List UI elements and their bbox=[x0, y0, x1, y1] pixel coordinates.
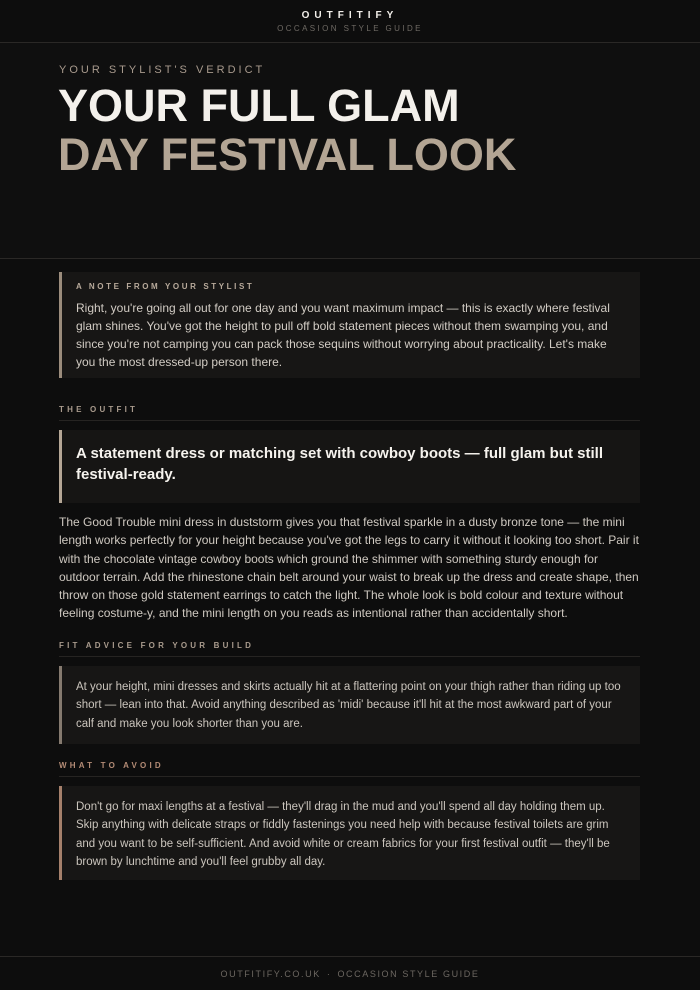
avoid-divider bbox=[59, 776, 640, 777]
brand-subtitle: OCCASION STYLE GUIDE bbox=[277, 24, 423, 33]
fit-advice-text: At your height, mini dresses and skirts actually hit at a flattering point on your thigh rather than riding up too short — lean into that. Avoid anything described as 'midi' because it'll hit at the most awkward part of your calf and make you look shorter than you are. bbox=[76, 681, 621, 730]
brand-logo[interactable]: OUTFITIFY bbox=[301, 10, 399, 21]
hero-title-line-2: DAY FESTIVAL LOOK bbox=[58, 129, 517, 180]
outfit-divider bbox=[59, 420, 640, 421]
avoid-box bbox=[59, 786, 640, 880]
stylist-note-box bbox=[59, 272, 640, 378]
footer-site-link[interactable]: OUTFITIFY.CO.UK bbox=[220, 969, 321, 979]
footer-text bbox=[0, 969, 700, 979]
site-header bbox=[0, 0, 700, 43]
hero-title-line-1: YOUR FULL GLAM bbox=[58, 80, 460, 131]
fit-advice-divider bbox=[59, 656, 640, 657]
outfit-headline-box bbox=[59, 430, 640, 503]
avoid-section-label: WHAT TO AVOID bbox=[59, 761, 164, 770]
fit-advice-box bbox=[59, 666, 640, 744]
outfit-description: The Good Trouble mini dress in duststorm gives you that festival sparkle in a dusty bronze tone — the mini length works perfectly for your height because you've got the legs to carry it without it looking too short. Pair it with the chocolate vintage cowboy boots which ground the shimmer with something sturdy enough for outdoor terrain. Add the rhinestone chain belt around your waist to break up the dress and create shape, then throw on those gold statement earrings to catch the light. The whole look is bold colour and texture without feeling costume-y, and the mini length on you reads as intentional rather than accidentally short. bbox=[59, 515, 639, 621]
fit-advice-section-label: FIT ADVICE FOR YOUR BUILD bbox=[59, 641, 255, 650]
hero-eyebrow: YOUR STYLIST'S VERDICT bbox=[59, 64, 266, 76]
stylist-note-label: A NOTE FROM YOUR STYLIST bbox=[76, 282, 255, 291]
site-footer bbox=[0, 956, 700, 990]
footer-separator: · bbox=[326, 969, 332, 979]
stylist-note-text: Right, you're going all out for one day and you want maximum impact — this is exactly where festival glam shines. You've got the height to pull off bold statement pieces without them swamping you, and since you're not camping you can pack those sequins without worrying about practicality. Let's make you the most dressed-up person there. bbox=[76, 301, 610, 369]
footer-label: OCCASION STYLE GUIDE bbox=[337, 969, 480, 979]
outfit-headline: A statement dress or matching set with cowboy boots — full glam but still festival-ready. bbox=[76, 445, 604, 483]
outfit-section-label: THE OUTFIT bbox=[59, 405, 139, 414]
hero-section bbox=[0, 43, 700, 259]
avoid-text: Don't go for maxi lengths at a festival — they'll drag in the mud and you'll spend all day holding them up. Skip anything with delicate straps or fiddly fastenings you need help with because festival toilets are grim and you want to be self-sufficient. And avoid white or cream fabrics for your first festival outfit — they'll be brown by lunchtime and you'll feel grubby all day. bbox=[76, 801, 610, 869]
